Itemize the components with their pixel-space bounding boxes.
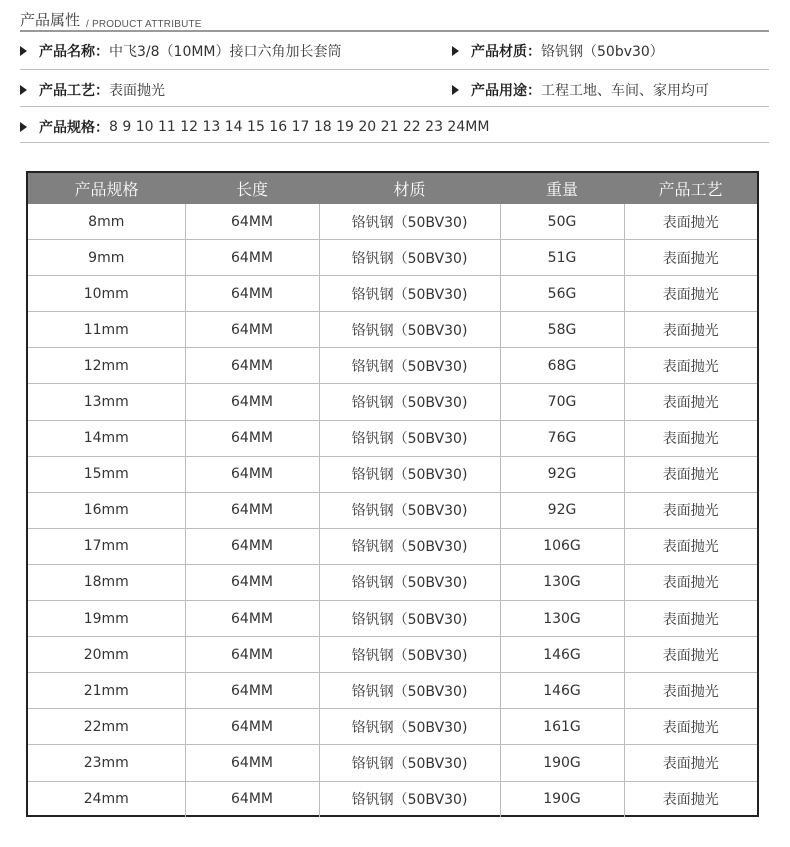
attribute-process	[20, 78, 165, 102]
table-cell: 64MM	[185, 492, 319, 528]
table-cell: 表面抛光	[662, 214, 719, 231]
table-cell: 64MM	[185, 637, 319, 673]
table-cell: 12mm	[28, 348, 185, 384]
table-row	[28, 637, 757, 673]
table-cell: 表面抛光	[624, 528, 757, 564]
table-cell: 铬钒钢（50BV30)	[319, 420, 500, 456]
table-row	[28, 745, 757, 781]
table-cell: 表面抛光	[624, 673, 757, 709]
triangle-bullet-icon	[452, 46, 459, 56]
triangle-bullet-icon	[20, 46, 27, 56]
table-cell: 8mm	[28, 204, 185, 240]
table-cell: 18mm	[28, 564, 185, 600]
table-cell: 表面抛光	[624, 312, 757, 348]
attribute-row-spec	[20, 115, 769, 139]
table-cell: 表面抛光	[624, 781, 757, 817]
attribute-value: 8 9 10 11 12 13 14 15 16 17 18 19 20 21 22 23 24MM	[109, 119, 490, 135]
table-cell: 20mm	[28, 637, 185, 673]
column-header: 产品规格	[28, 173, 185, 204]
attribute-value: 中飞3/8（10MM）接口六角加长套筒	[109, 44, 342, 60]
column-header: 材质	[319, 173, 500, 204]
table-cell: 表面抛光	[624, 420, 757, 456]
table-cell: 铬钒钢（50BV30)	[319, 492, 500, 528]
table-cell: 10mm	[28, 276, 185, 312]
divider	[20, 106, 769, 107]
divider	[20, 69, 769, 70]
table-cell: 24mm	[28, 781, 185, 817]
table-cell: 15mm	[28, 456, 185, 492]
table-cell: 50G	[500, 204, 624, 240]
column-header: 重量	[500, 173, 624, 204]
table-cell: 70G	[500, 384, 624, 420]
table-cell: 21mm	[28, 673, 185, 709]
table-cell: 铬钒钢（50BV30)	[319, 348, 500, 384]
table-cell: 64MM	[185, 745, 319, 781]
table-cell: 铬钒钢（50BV30)	[319, 384, 500, 420]
table-cell: 表面抛光	[624, 276, 757, 312]
table-cell: 64MM	[185, 240, 319, 276]
table-cell: 14mm	[28, 420, 185, 456]
table-row	[28, 276, 757, 312]
attribute-spec	[20, 115, 489, 139]
table-header-row	[28, 173, 757, 204]
table-row	[28, 528, 757, 564]
table-cell: 铬钒钢（50BV30)	[319, 709, 500, 745]
table-cell: 表面抛光	[624, 745, 757, 781]
attribute-value: 表面抛光	[109, 83, 165, 99]
table-cell: 130G	[500, 601, 624, 637]
table-cell: 58G	[500, 312, 624, 348]
table-cell: 56G	[500, 276, 624, 312]
column-header: 长度	[185, 173, 319, 204]
table-cell: 106G	[500, 528, 624, 564]
table-cell: 9mm	[28, 240, 185, 276]
table-cell: 190G	[500, 745, 624, 781]
table-cell: 64MM	[185, 781, 319, 817]
triangle-bullet-icon	[452, 85, 459, 95]
table-cell: 铬钒钢（50BV30)	[319, 564, 500, 600]
table-cell: 64MM	[185, 276, 319, 312]
table-cell: 铬钒钢（50BV30)	[319, 673, 500, 709]
section-subtitle: / PRODUCT ATTRIBUTE	[86, 19, 202, 30]
table-row	[28, 781, 757, 817]
attribute-row-process-usage	[20, 78, 769, 102]
table-row	[28, 564, 757, 600]
table-row	[28, 312, 757, 348]
table-cell: 190G	[500, 781, 624, 817]
table-cell: 表面抛光	[624, 637, 757, 673]
attribute-usage	[452, 78, 709, 102]
table-cell: 11mm	[28, 312, 185, 348]
table-cell: 铬钒钢（50BV30)	[319, 637, 500, 673]
divider	[20, 142, 769, 143]
table-cell: 64MM	[185, 673, 319, 709]
attribute-label: 产品规格：	[39, 120, 109, 136]
attribute-value: 铬钒钢（50bv30）	[541, 44, 664, 60]
table-row	[28, 709, 757, 745]
table-cell: 64MM	[185, 564, 319, 600]
table-cell: 表面抛光	[624, 384, 757, 420]
table-cell: 92G	[500, 456, 624, 492]
triangle-bullet-icon	[20, 85, 27, 95]
table-row	[28, 348, 757, 384]
table-cell: 16mm	[28, 492, 185, 528]
table-row	[28, 601, 757, 637]
table-cell: 22mm	[28, 709, 185, 745]
attribute-name	[20, 39, 342, 63]
table-cell: 68G	[500, 348, 624, 384]
table-cell: 64MM	[185, 204, 319, 240]
attribute-label: 产品名称：	[39, 44, 109, 60]
section-title: 产品属性	[20, 11, 81, 29]
table-cell: 表面抛光	[624, 348, 757, 384]
table-cell: 64MM	[185, 456, 319, 492]
table-cell: 铬钒钢（50BV30)	[319, 456, 500, 492]
table-row	[28, 384, 757, 420]
table-cell: 64MM	[185, 384, 319, 420]
attribute-value: 工程工地、车间、家用均可	[541, 83, 709, 99]
section-header	[20, 4, 202, 30]
table-cell: 表面抛光	[624, 240, 757, 276]
table-row	[28, 420, 757, 456]
table-cell: 铬钒钢（50BV30)	[319, 240, 500, 276]
table-cell: 23mm	[28, 745, 185, 781]
spec-table	[26, 171, 759, 817]
attribute-label: 产品工艺：	[39, 83, 109, 99]
table-cell: 铬钒钢（50BV30)	[319, 528, 500, 564]
table-cell: 64MM	[185, 709, 319, 745]
table-body	[28, 204, 757, 817]
attribute-label: 产品材质：	[471, 44, 541, 60]
table-row	[28, 204, 757, 240]
table-cell: 表面抛光	[624, 456, 757, 492]
table-cell: 表面抛光	[624, 709, 757, 745]
table-row	[28, 492, 757, 528]
table-cell: 17mm	[28, 528, 185, 564]
table-cell: 铬钒钢（50BV30)	[319, 745, 500, 781]
table-cell: 146G	[500, 673, 624, 709]
table-cell: 76G	[500, 420, 624, 456]
table-cell: 161G	[500, 709, 624, 745]
table-cell: 铬钒钢（50BV30)	[319, 312, 500, 348]
table-cell: 19mm	[28, 601, 185, 637]
table-cell: 13mm	[28, 384, 185, 420]
column-header: 产品工艺	[624, 173, 757, 204]
attribute-row-name-material	[20, 39, 769, 63]
table-cell: 铬钒钢（50BV30)	[319, 204, 500, 240]
attribute-label: 产品用途：	[471, 83, 541, 99]
attribute-material	[452, 39, 664, 63]
table-cell: 92G	[500, 492, 624, 528]
table-row	[28, 673, 757, 709]
table-cell: 表面抛光	[624, 601, 757, 637]
table-cell: 146G	[500, 637, 624, 673]
table-cell: 64MM	[185, 348, 319, 384]
table-cell: 64MM	[185, 312, 319, 348]
divider	[20, 30, 769, 32]
table-cell: 130G	[500, 564, 624, 600]
table-row	[28, 456, 757, 492]
table-cell: 51G	[500, 240, 624, 276]
table-cell: 表面抛光	[624, 564, 757, 600]
table-cell: 铬钒钢（50BV30)	[319, 781, 500, 817]
triangle-bullet-icon	[20, 122, 27, 132]
table-cell: 64MM	[185, 420, 319, 456]
table-row	[28, 240, 757, 276]
spec-table-grid	[28, 173, 757, 817]
table-cell: 铬钒钢（50BV30)	[319, 601, 500, 637]
table-cell: 表面抛光	[624, 492, 757, 528]
table-cell: 64MM	[185, 528, 319, 564]
table-cell: 铬钒钢（50BV30)	[319, 276, 500, 312]
table-cell: 64MM	[185, 601, 319, 637]
